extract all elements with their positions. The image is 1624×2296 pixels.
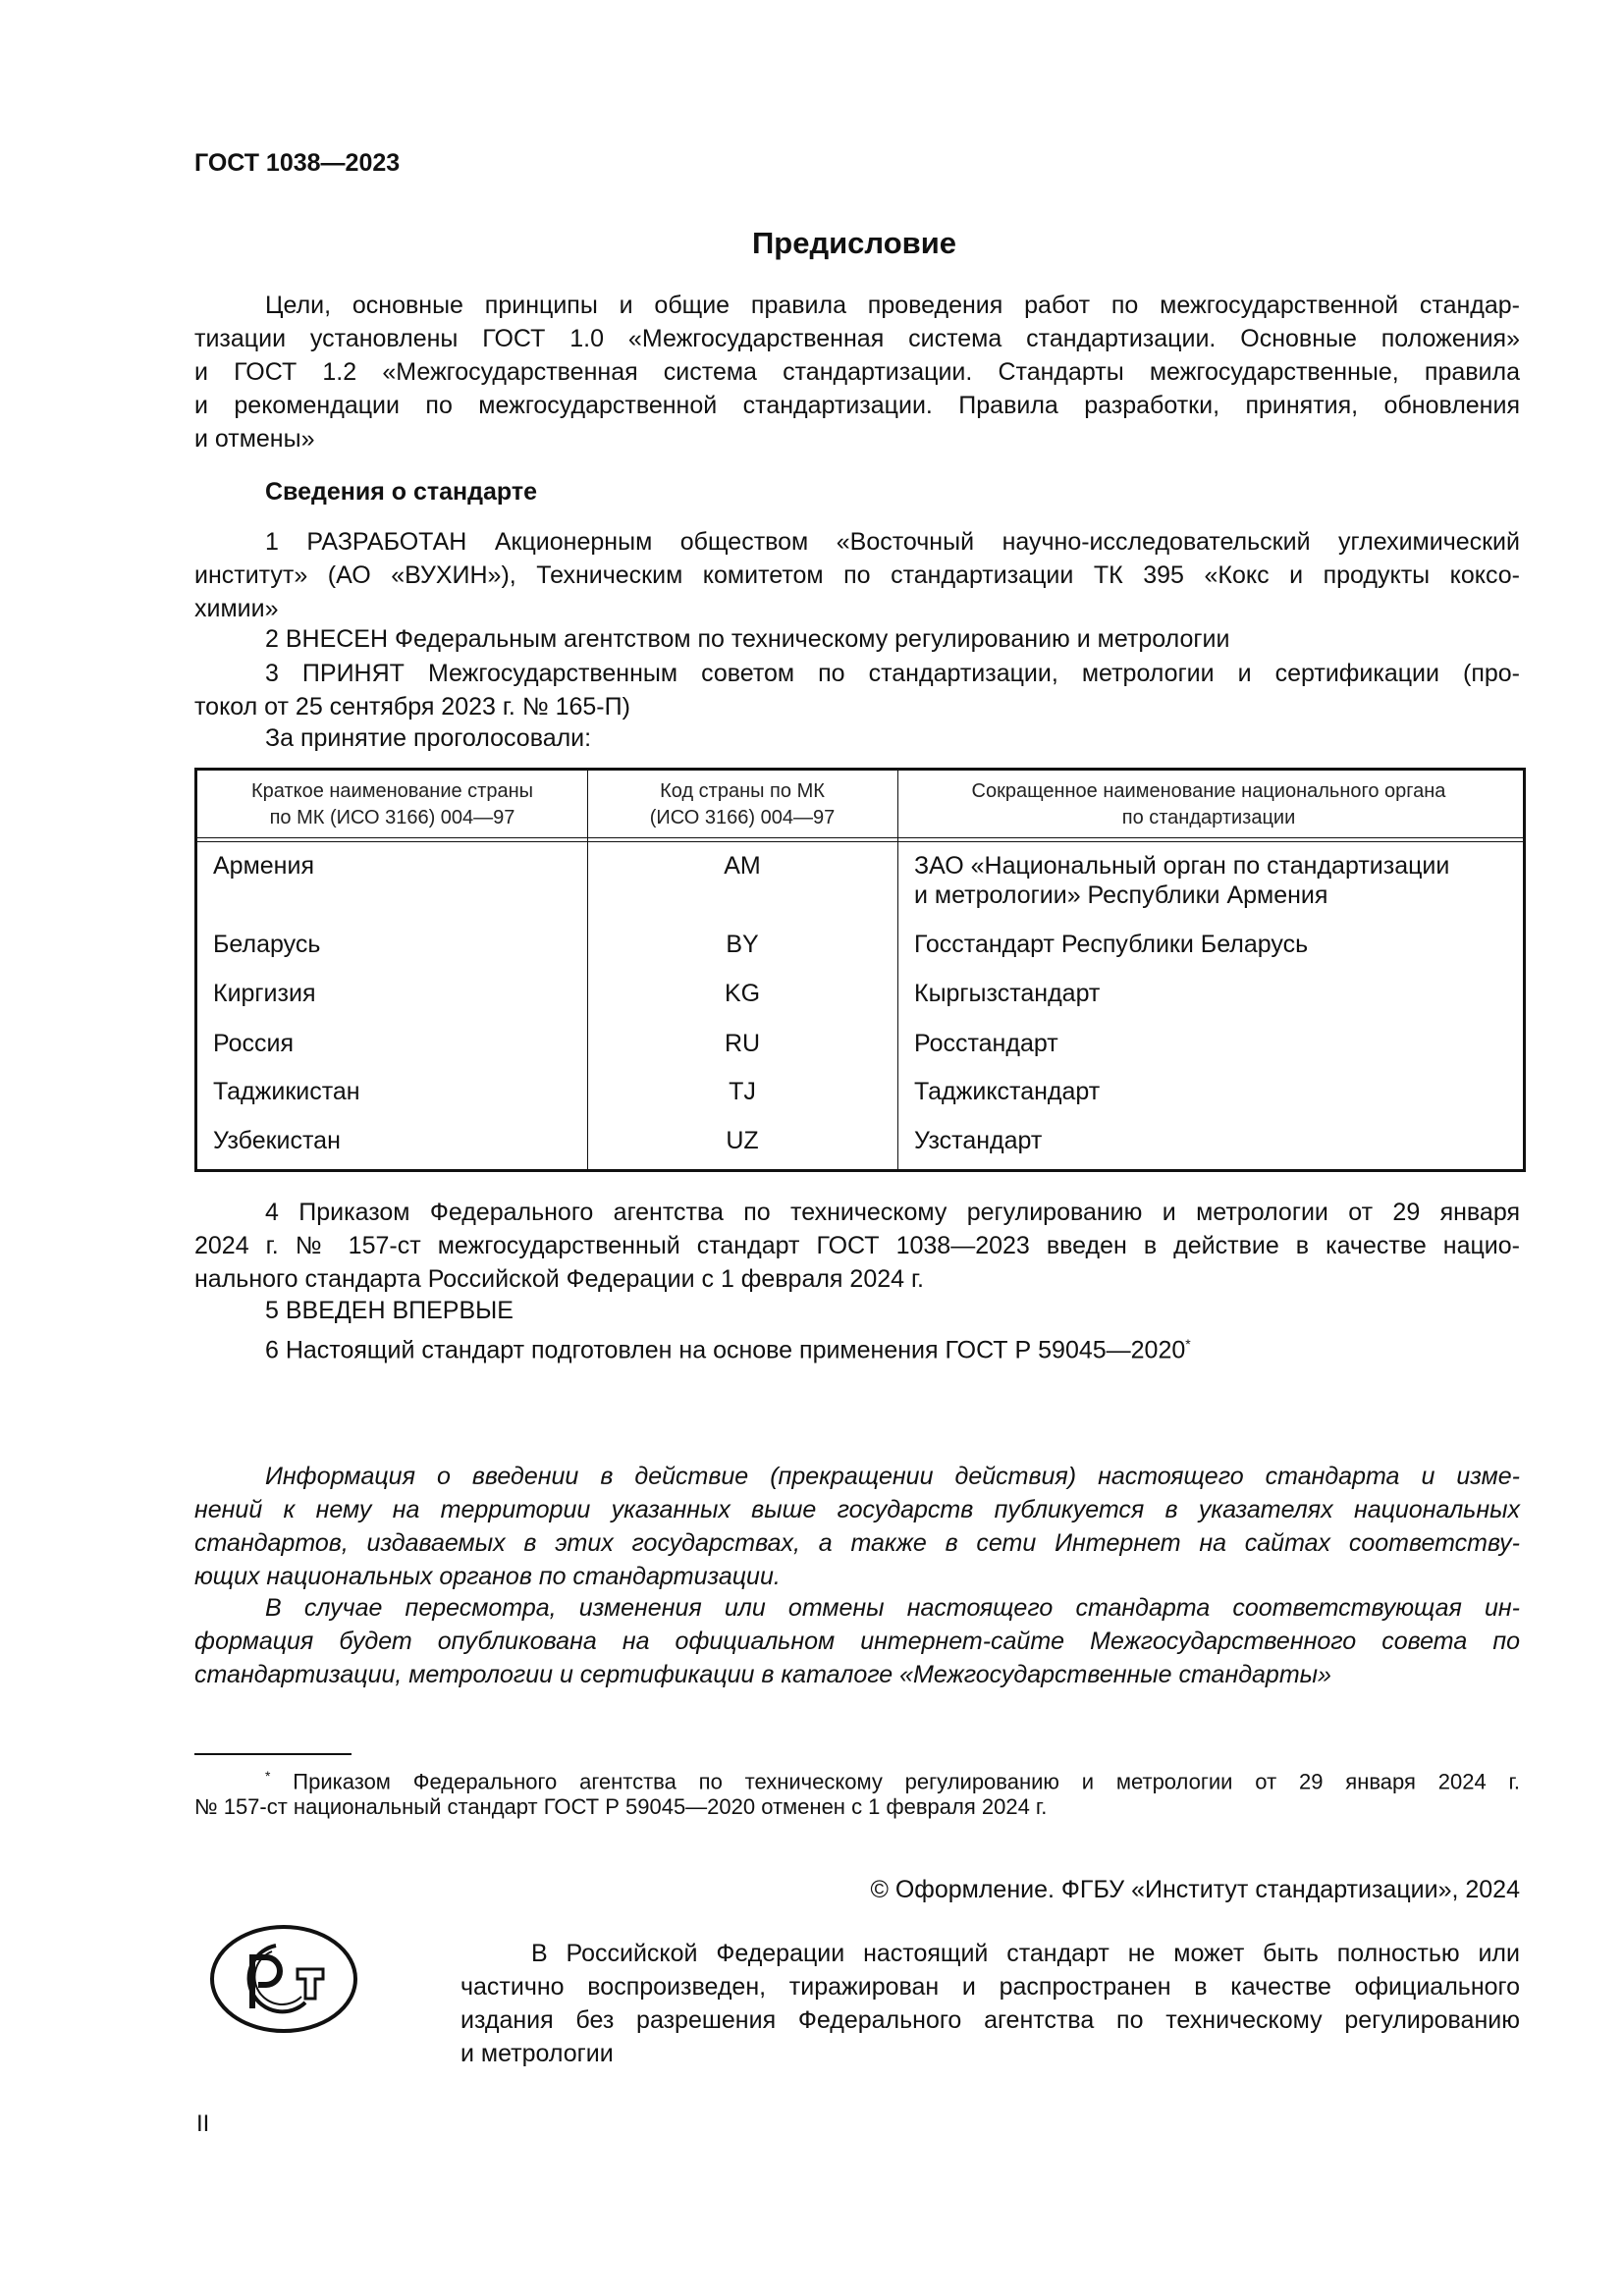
table-cell-body: Кыргызстандарт (914, 980, 1101, 1007)
table-cell-country: Россия (213, 1030, 294, 1057)
table-cell-country: Узбекистан (213, 1127, 341, 1154)
table-cell-code: KG (724, 980, 761, 1007)
copyright-notice: В Российской Федерации настоящий стандарт не может быть полностью или частично воспроизведен, тиражирован и распространен в качестве официального издания без разрешения Федерального агентства по техническому регулированию и метрологии (460, 1940, 1520, 2067)
table-cell-code: RU (724, 1030, 761, 1057)
rst-logo (209, 1924, 358, 2034)
voting-table (194, 768, 1526, 1172)
copyright: © Оформление. ФГБУ «Институт стандартизации», 2024 (870, 1876, 1520, 1903)
table-cell-country: Беларусь (213, 931, 321, 958)
item-developed: 1 РАЗРАБОТАН Акционерным обществом «Восточный научно-исследовательский углехимический институт» (АО «ВУХИН»), Техническим комитетом по стандартизации ТК 395 «Кокс и продукты коксо- химии» (194, 528, 1520, 622)
table-cell-code: UZ (726, 1127, 759, 1154)
table-cell-country: Киргизия (213, 980, 316, 1007)
info-heading: Сведения о стандарте (265, 478, 538, 506)
page-number: II (196, 2110, 210, 2137)
table-cell-body: Узстандарт (914, 1127, 1043, 1154)
table-header-code: Код страны по МК (ИСО 3166) 004—97 (649, 780, 836, 828)
table-cell-country: Таджикистан (213, 1078, 360, 1105)
table-cell-body: Госстандарт Республики Беларусь (914, 931, 1309, 958)
table-cell-body: ЗАО «Национальный орган по стандартизации и метрологии» Республики Армения (914, 852, 1450, 909)
table-cell-country: Армения (213, 852, 314, 880)
item-first-introduced: 5 ВВЕДЕН ВПЕРВЫЕ (265, 1297, 514, 1324)
info-paragraph-1: Информация о введении в действие (прекращении действия) настоящего стандарта и изме- нений к нему на территории указанных выше государств публикуется в указателях национальных стандартов, издаваемых в этих государствах, а также в сети Интернет на сайтах соответству- ющих национальных органов по стандартизации. (194, 1463, 1520, 1590)
document-header: ГОСТ 1038—2023 (194, 149, 401, 177)
voted-label: За принятие проголосовали: (265, 724, 592, 752)
table-cell-body: Росстандарт (914, 1030, 1058, 1057)
table-header-country: Краткое наименование страны по МК (ИСО 3166) 004—97 (250, 780, 534, 828)
table-header-body: Сокращенное наименование национального органа по стандартизации (971, 780, 1446, 828)
item-submitted: 2 ВНЕСЕН Федеральным агентством по техническому регулированию и метрологии (265, 625, 1230, 653)
table-cell-code: AM (724, 852, 761, 880)
footnote: * Приказом Федерального агентства по техническому регулированию и метрологии от 29 января 2024 г. № 157-ст национальный стандарт ГОСТ Р 59045—2020 отменен с 1 февраля 2024 г. (194, 1768, 1520, 1819)
item-enacted: 4 Приказом Федерального агентства по техническому регулированию и метрологии от 29 января 2024 г. № 157-ст межгосударственный стандарт ГОСТ 1038—2023 введен в действие в качестве нацио- нального стандарта Российской Федерации с 1 февраля 2024 г. (194, 1199, 1520, 1293)
item-basis: 6 Настоящий стандарт подготовлен на основе применения ГОСТ Р 59045—2020* (265, 1336, 1191, 1364)
table-cell-code: BY (726, 931, 759, 958)
table-cell-body: Таджикстандарт (914, 1078, 1101, 1105)
footnote-divider (194, 1753, 352, 1755)
item-adopted: 3 ПРИНЯТ Межгосударственным советом по стандартизации, метрологии и сертификации (про- токол от 25 сентября 2023 г. № 165-П) (194, 660, 1520, 721)
page-title: Предисловие (751, 226, 956, 260)
preface-paragraph: Цели, основные принципы и общие правила проведения работ по межгосударственной стандар- тизации установлены ГОСТ 1.0 «Межгосударственная система стандартизации. Основные положения» и ГОСТ 1.2 «Межгосударственная система стандартизации. Стандарты межгосударственные, правила и рекомендации по межгосударственной стандартизации. Правила разработки, принятия, обновления и отмены» (194, 292, 1520, 453)
info-paragraph-2: В случае пересмотра, изменения или отмены настоящего стандарта соответствующая ин- формация будет опубликована на официальном интернет-сайте Межгосударственного совета по стандартизации, метрологии и сертификации в каталоге «Межгосударственные стандарты» (194, 1594, 1520, 1688)
table-cell-code: TJ (729, 1078, 756, 1105)
